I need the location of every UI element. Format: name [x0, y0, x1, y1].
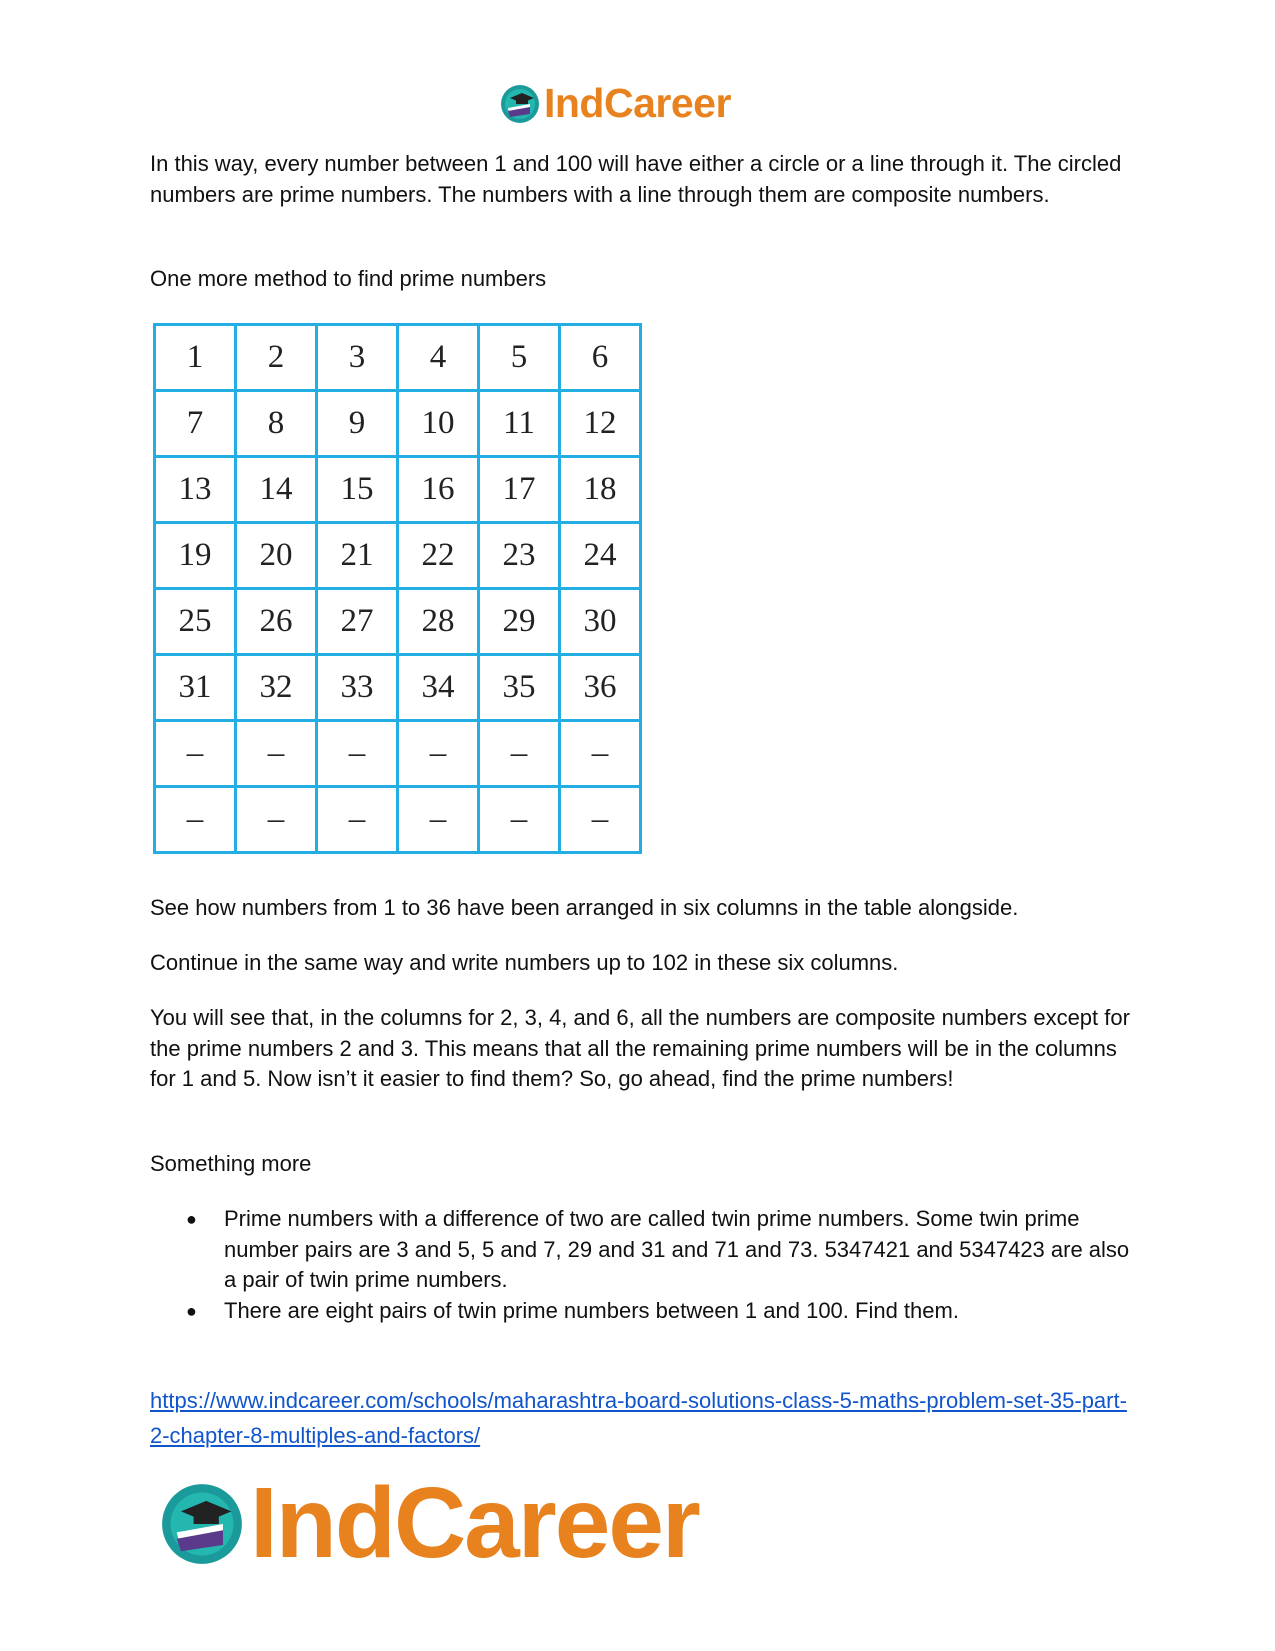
paragraph-columns-explanation: You will see that, in the columns for 2, 3, 4, and 6, all the numbers are composite numbers except for the prime numbers 2 and 3. This means that all the remaining prime numbers will be in the columns for 1 and 5. Now isn’t it easier to find them? So, go ahead, find the prime numbers! [150, 1005, 1130, 1091]
table-row [155, 523, 641, 589]
table-cell: – [236, 787, 317, 853]
paragraph-circled-numbers: In this way, every number between 1 and 100 will have either a circle or a line through it. The circled numbers are prime numbers. The numbers with a line through them are composite numbers. [150, 151, 1122, 207]
number-grid-table [153, 323, 642, 854]
table-cell: 9 [317, 391, 398, 457]
table-cell: 36 [560, 655, 641, 721]
table-cell: 23 [479, 523, 560, 589]
source-link[interactable]: https://www.indcareer.com/schools/maharashtra-board-solutions-class-5-maths-problem-set-35-part-2-chapter-8-multiples-and-factors/ [150, 1388, 1127, 1448]
table-cell: 2 [236, 325, 317, 391]
bullet-icon: ● [186, 1300, 197, 1321]
table-cell: 28 [398, 589, 479, 655]
table-cell: 32 [236, 655, 317, 721]
table-cell: – [236, 721, 317, 787]
table-cell: 26 [236, 589, 317, 655]
paragraph-continue: Continue in the same way and write numbers up to 102 in these six columns. [150, 950, 899, 975]
paragraph-method-heading: One more method to find prime numbers [150, 266, 547, 291]
footer-logo-text: IndCareer [250, 1467, 699, 1579]
table-cell: 24 [560, 523, 641, 589]
table-cell: 25 [155, 589, 236, 655]
table-cell: 29 [479, 589, 560, 655]
table-cell: 20 [236, 523, 317, 589]
table-cell: – [398, 787, 479, 853]
table-cell: – [317, 787, 398, 853]
table-cell: – [398, 721, 479, 787]
list-item [150, 1296, 1130, 1327]
paragraph-something-more: Something more [150, 1151, 312, 1176]
table-cell: 27 [317, 589, 398, 655]
table-cell: 19 [155, 523, 236, 589]
table-cell: 35 [479, 655, 560, 721]
table-cell: 4 [398, 325, 479, 391]
table-cell: 8 [236, 391, 317, 457]
table-row [155, 787, 641, 853]
table-row [155, 721, 641, 787]
table-cell: – [560, 787, 641, 853]
list-item-text: There are eight pairs of twin prime numbers between 1 and 100. Find them. [224, 1297, 959, 1323]
table-cell: 14 [236, 457, 317, 523]
table-cell: 33 [317, 655, 398, 721]
table-cell: 31 [155, 655, 236, 721]
footer-logo [160, 1466, 699, 1581]
paragraph-arrangement: See how numbers from 1 to 36 have been arranged in six columns in the table alongside. [150, 895, 1019, 920]
table-row [155, 457, 641, 523]
twin-prime-list [150, 1204, 1130, 1326]
list-item [150, 1204, 1130, 1296]
table-cell: 15 [317, 457, 398, 523]
table-cell: – [155, 787, 236, 853]
table-cell: 22 [398, 523, 479, 589]
table-row [155, 589, 641, 655]
table-cell: – [479, 787, 560, 853]
table-cell: 11 [479, 391, 560, 457]
table-cell: 5 [479, 325, 560, 391]
table-cell: 6 [560, 325, 641, 391]
bullet-icon: ● [186, 1209, 197, 1229]
table-cell: 21 [317, 523, 398, 589]
list-item-text: Prime numbers with a difference of two are called twin prime numbers. Some twin prime number pairs are 3 and 5, 5 and 7, 29 and 31 and 71 and 73. 5347421 and 5347423 are also a pair of twin prime numbers. [224, 1206, 1130, 1292]
table-cell: 1 [155, 325, 236, 391]
table-cell: 34 [398, 655, 479, 721]
table-cell: 7 [155, 391, 236, 457]
table-cell: 18 [560, 457, 641, 523]
header-logo [500, 80, 731, 127]
table-row [155, 391, 641, 457]
table-cell: 13 [155, 457, 236, 523]
table-row [155, 655, 641, 721]
table-cell: 12 [560, 391, 641, 457]
table-cell: 10 [398, 391, 479, 457]
indcareer-emblem-icon [160, 1482, 244, 1566]
table-cell: – [560, 721, 641, 787]
header-logo-text: IndCareer [544, 80, 731, 126]
table-cell: 3 [317, 325, 398, 391]
table-cell: – [479, 721, 560, 787]
indcareer-emblem-icon [500, 84, 540, 124]
table-cell: – [317, 721, 398, 787]
table-cell: 17 [479, 457, 560, 523]
table-cell: 16 [398, 457, 479, 523]
table-row [155, 325, 641, 391]
table-cell: – [155, 721, 236, 787]
table-cell: 30 [560, 589, 641, 655]
